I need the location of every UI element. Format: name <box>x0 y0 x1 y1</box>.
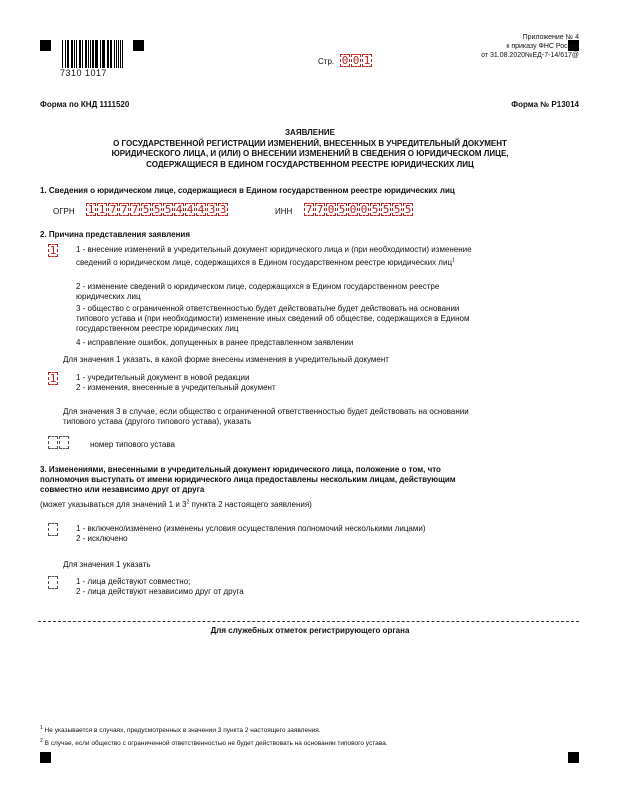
ogrn-digit-cell[interactable]: 3 <box>219 203 227 216</box>
barcode-bar <box>120 40 121 68</box>
reason-option-3 <box>76 304 586 334</box>
barcode <box>62 40 124 68</box>
authority-options <box>76 524 426 544</box>
reason-option-2 <box>76 282 586 302</box>
form-type-cell[interactable]: 1 <box>49 372 57 385</box>
form-type-field[interactable] <box>48 372 59 385</box>
section3-heading <box>40 465 585 495</box>
reason-option-4: 4 - исправление ошибок, допущенных в ранее представленном заявлении <box>76 338 354 347</box>
charter-number-cell[interactable] <box>59 436 69 449</box>
ogrn-label: ОГРН <box>53 207 75 216</box>
title-line: ЮРИДИЧЕСКОГО ЛИЦА, И (ИЛИ) О ВНЕСЕНИИ ИЗМЕНЕНИЙ В СВЕДЕНИЯ О ЮРИДИЧЕСКОМ ЛИЦЕ, <box>111 149 509 158</box>
charter-note-line: Для значения 3 в случае, если общество с ограниченной ответственностью будет действовать на основании <box>63 407 469 416</box>
corner-marker-bottom-right <box>568 752 579 763</box>
page-number-cell[interactable]: 0 <box>352 54 360 67</box>
action-options <box>76 577 244 597</box>
barcode-bar <box>95 40 96 68</box>
page-number-cells <box>340 54 373 67</box>
form-type-option-2: 2 - изменения, внесенные в учредительный документ <box>76 383 276 392</box>
action-note: Для значения 1 указать <box>63 560 151 569</box>
footnote-2: В случае, если общество с ограниченной ответственностью не будет действовать на основании типового устава. <box>42 740 388 747</box>
ogrn-digit-cell[interactable]: 3 <box>208 203 216 216</box>
action-field[interactable] <box>48 576 59 589</box>
barcode-bar <box>74 40 75 68</box>
barcode-bar <box>110 40 112 68</box>
charter-number-field[interactable] <box>48 436 70 449</box>
barcode-bar <box>103 40 104 68</box>
form-knd: Форма по КНД 1111520 <box>40 100 130 109</box>
charter-note-line: типового устава (другого типового устава), указать <box>63 417 252 426</box>
appendix-line: к приказу ФНС России <box>506 43 579 50</box>
barcode-bar <box>85 40 87 68</box>
ogrn-field[interactable] <box>86 203 229 216</box>
ogrn-digit-cell[interactable]: 4 <box>197 203 205 216</box>
section3-note <box>40 500 312 510</box>
section3-note-suffix: пункта 2 настоящего заявления) <box>189 500 312 509</box>
action-option-2: 2 - лица действуют независимо друг от друга <box>76 587 244 596</box>
barcode-bar <box>82 40 83 68</box>
barcode-bar <box>62 40 63 68</box>
corner-marker-top-left <box>40 40 51 51</box>
reason-option-1-line: 1 - внесение изменений в учредительный документ юридического лица и (при необходимости) изменение <box>76 245 472 254</box>
reason-option-3-line: 3 - общество с ограниченной ответственностью будет действовать/не будет действовать на основании <box>76 304 460 313</box>
ogrn-digit-cell[interactable]: 7 <box>120 203 128 216</box>
ogrn-digit-cell[interactable]: 1 <box>87 203 95 216</box>
footnote-number: 1 <box>40 724 43 731</box>
reason-option-1 <box>76 245 586 268</box>
ogrn-digit-cell[interactable]: 7 <box>131 203 139 216</box>
ogrn-digit-cell[interactable]: 7 <box>109 203 117 216</box>
form-type-note: Для значения 1 указать, в какой форме внесены изменения в учредительный документ <box>63 355 389 364</box>
section1-heading: 1. Сведения о юридическом лице, содержащиеся в Едином государственном реестре юридических лиц <box>40 186 455 195</box>
barcode-bar <box>122 40 123 68</box>
inn-digit-cell[interactable]: 5 <box>404 203 412 216</box>
reason-field[interactable] <box>48 244 59 257</box>
ogrn-digit-cell[interactable]: 4 <box>186 203 194 216</box>
barcode-bar <box>102 40 103 68</box>
inn-digit-cell[interactable]: 0 <box>349 203 357 216</box>
appendix-line: от 31.08.2020№ЕД-7-14/617@ <box>481 52 579 59</box>
service-divider <box>38 621 579 622</box>
section3-heading-line: 3. Изменениями, внесенными в учредительный документ юридического лица, положение о том, что <box>40 465 441 474</box>
ogrn-digit-cell[interactable]: 5 <box>164 203 172 216</box>
barcode-bar <box>65 40 66 68</box>
form-type-option-1: 1 - учредительный документ в новой редакции <box>76 373 250 382</box>
reason-option-3-line: государственном реестре юридических лиц <box>76 324 239 333</box>
corner-marker-bottom-left <box>40 752 51 763</box>
inn-digit-cell[interactable]: 5 <box>338 203 346 216</box>
appendix-note <box>379 33 579 60</box>
inn-digit-cell[interactable]: 7 <box>316 203 324 216</box>
inn-digit-cell[interactable]: 0 <box>327 203 335 216</box>
inn-label: ИНН <box>275 207 293 216</box>
inn-digit-cell[interactable]: 5 <box>371 203 379 216</box>
page-number-cell[interactable]: 0 <box>341 54 349 67</box>
barcode-bar <box>67 40 68 68</box>
barcode-bar <box>96 40 98 68</box>
barcode-bar <box>80 40 81 68</box>
charter-number-cell[interactable] <box>48 436 58 449</box>
form-type-options <box>76 373 276 393</box>
barcode-bar <box>116 40 117 68</box>
footnote-1: Не указывается в случаях, предусмотренных в значении 3 пункта 2 настоящего заявления. <box>42 727 321 734</box>
action-option-1: 1 - лица действуют совместно; <box>76 577 191 586</box>
charter-number-label: номер типового устава <box>90 440 175 449</box>
title-line: О ГОСУДАРСТВЕННОЙ РЕГИСТРАЦИИ ИЗМЕНЕНИЙ, ВНЕСЕННЫХ В УЧРЕДИТЕЛЬНЫЙ ДОКУМЕНТ <box>113 138 507 148</box>
reason-option-2-line: юридических лиц <box>76 292 141 301</box>
barcode-bar <box>107 40 108 68</box>
barcode-bar <box>90 40 91 68</box>
title-line: СОДЕРЖАЩИЕСЯ В ЕДИНОМ ГОСУДАРСТВЕННОМ РЕЕСТРЕ ЮРИДИЧЕСКИХ ЛИЦ <box>146 159 474 169</box>
barcode-bar <box>68 40 69 68</box>
charter-note <box>63 407 583 427</box>
page-label: Стр. <box>318 57 335 66</box>
footnotes <box>40 724 585 750</box>
authority-field[interactable] <box>48 523 59 536</box>
ogrn-digit-cell[interactable]: 1 <box>98 203 106 216</box>
authority-option-2: 2 - исключено <box>76 534 128 543</box>
page-number-cell[interactable]: 1 <box>363 54 371 67</box>
ogrn-digit-cell[interactable]: 4 <box>175 203 183 216</box>
barcode-bar <box>76 40 77 68</box>
form-number: Форма № Р13014 <box>511 100 579 109</box>
document-title <box>40 128 580 170</box>
barcode-bar <box>108 40 109 68</box>
service-label: Для служебных отметок регистрирующего органа <box>210 626 410 635</box>
inn-digit-cell[interactable]: 7 <box>305 203 313 216</box>
section3-heading-line: полномочия выступать от имени юридического лица предоставлены нескольким лицам, действующим <box>40 475 456 484</box>
barcode-bar <box>114 40 115 68</box>
reason-option-3-line: типового устава и (при необходимости) изменение иных сведений об обществе, содержащихся в Едином <box>76 314 470 323</box>
title-line: ЗАЯВЛЕНИЕ <box>285 128 335 137</box>
footnote-number: 2 <box>40 737 43 744</box>
footnote-ref: 1 <box>452 257 455 264</box>
action-cell[interactable] <box>48 576 58 589</box>
reason-cell[interactable]: 1 <box>49 244 57 257</box>
section3-heading-line: совместно или независимо друг от друга <box>40 485 205 494</box>
corner-marker-top-mid <box>133 40 144 51</box>
section3-note-prefix: (может указываться для значений 1 и 3 <box>40 500 187 509</box>
authority-cell[interactable] <box>48 523 58 536</box>
ogrn-digit-cell[interactable]: 5 <box>153 203 161 216</box>
inn-digit-cell[interactable]: 5 <box>393 203 401 216</box>
authority-option-1: 1 - включено/изменено (изменены условия осуществления полномочий несколькими лицами) <box>76 524 426 533</box>
footnote-ref: 2 <box>186 499 190 506</box>
reason-option-2-line: 2 - изменение сведений о юридическом лице, содержащихся в Едином государственном реестре <box>76 282 440 291</box>
inn-digit-cell[interactable]: 5 <box>382 203 390 216</box>
barcode-bar <box>118 40 119 68</box>
barcode-bar <box>100 40 101 68</box>
reason-option-1-line: сведений о юридическом лице, содержащихся в Едином государственном реестре юридических лиц <box>76 258 453 267</box>
section2-heading: 2. Причина представления заявления <box>40 230 190 239</box>
inn-field[interactable] <box>304 203 414 216</box>
barcode-bar <box>92 40 93 68</box>
barcode-bar <box>79 40 80 68</box>
barcode-number: 7310 1017 <box>60 68 108 78</box>
inn-digit-cell[interactable]: 0 <box>360 203 368 216</box>
appendix-line: Приложение № 4 <box>522 34 579 41</box>
ogrn-digit-cell[interactable]: 5 <box>142 203 150 216</box>
barcode-bar <box>88 40 89 68</box>
barcode-bar <box>71 40 73 68</box>
